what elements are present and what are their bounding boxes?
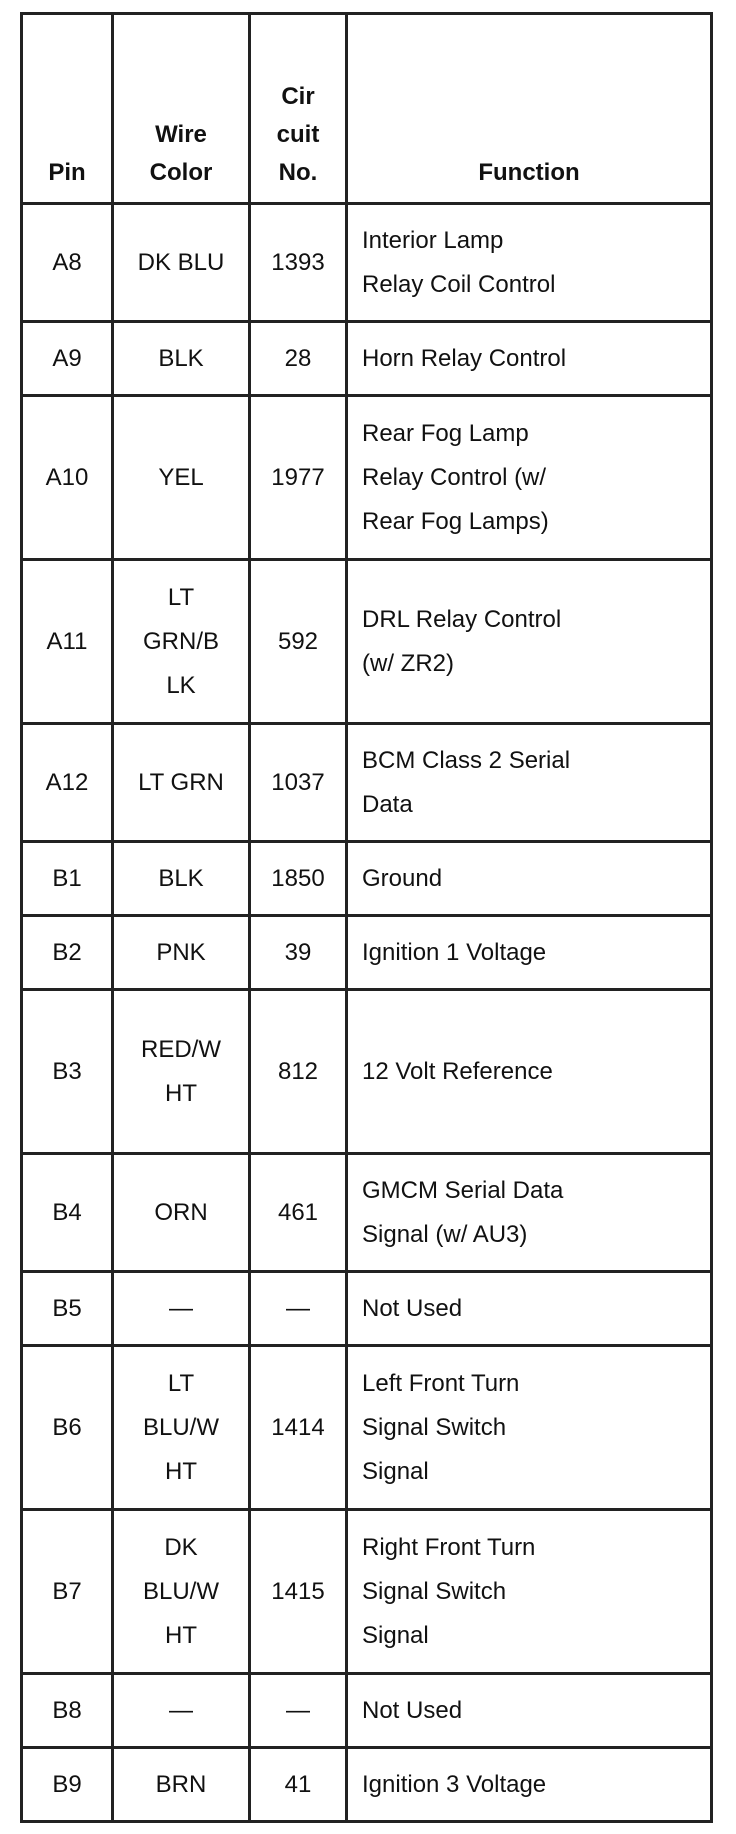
wire-color-cell: ORN <box>113 1154 250 1272</box>
function-cell: Not Used <box>347 1674 712 1748</box>
function-cell: DRL Relay Control (w/ ZR2) <box>347 560 712 724</box>
circuit-number-cell: 41 <box>250 1748 347 1822</box>
wire-color-cell: BRN <box>113 1748 250 1822</box>
function-cell: Not Used <box>347 1272 712 1346</box>
function-cell: BCM Class 2 Serial Data <box>347 724 712 842</box>
circuit-number-cell: 1415 <box>250 1510 347 1674</box>
pin-cell: B3 <box>22 990 113 1154</box>
circuit-number-cell: 812 <box>250 990 347 1154</box>
wire-color-cell: LT BLU/W HT <box>113 1346 250 1510</box>
circuit-number-cell: 28 <box>250 322 347 396</box>
table-row <box>22 560 712 724</box>
wire-color-cell: LT GRN/B LK <box>113 560 250 724</box>
function-cell: Ignition 1 Voltage <box>347 916 712 990</box>
table-row <box>22 1346 712 1510</box>
pin-cell: B2 <box>22 916 113 990</box>
table-row <box>22 1272 712 1346</box>
circuit-number-cell: 1037 <box>250 724 347 842</box>
circuit-number-cell: 1414 <box>250 1346 347 1510</box>
pin-cell: B6 <box>22 1346 113 1510</box>
table-row <box>22 990 712 1154</box>
table-row <box>22 1510 712 1674</box>
wire-color-cell: — <box>113 1674 250 1748</box>
function-cell: Left Front Turn Signal Switch Signal <box>347 1346 712 1510</box>
table-row <box>22 1748 712 1822</box>
wire-color-cell: PNK <box>113 916 250 990</box>
wire-color-cell: — <box>113 1272 250 1346</box>
function-cell: 12 Volt Reference <box>347 990 712 1154</box>
header-wire-color: Wire Color <box>113 14 250 204</box>
function-cell: Rear Fog Lamp Relay Control (w/ Rear Fog Lamps) <box>347 396 712 560</box>
table-row <box>22 396 712 560</box>
pin-cell: A11 <box>22 560 113 724</box>
header-row <box>22 14 712 204</box>
table-row <box>22 1154 712 1272</box>
circuit-number-cell: 1393 <box>250 204 347 322</box>
connector-pinout-table <box>20 12 713 1823</box>
table-row <box>22 1674 712 1748</box>
pin-cell: B4 <box>22 1154 113 1272</box>
function-cell: Horn Relay Control <box>347 322 712 396</box>
header-circuit-number: Cir cuit No. <box>250 14 347 204</box>
function-cell: Interior Lamp Relay Coil Control <box>347 204 712 322</box>
function-cell: GMCM Serial Data Signal (w/ AU3) <box>347 1154 712 1272</box>
header-function: Function <box>347 14 712 204</box>
function-cell: Ignition 3 Voltage <box>347 1748 712 1822</box>
wire-color-cell: RED/W HT <box>113 990 250 1154</box>
circuit-number-cell: 461 <box>250 1154 347 1272</box>
pin-cell: A8 <box>22 204 113 322</box>
function-cell: Ground <box>347 842 712 916</box>
circuit-number-cell: 592 <box>250 560 347 724</box>
pin-cell: A10 <box>22 396 113 560</box>
table-row <box>22 322 712 396</box>
pin-cell: A9 <box>22 322 113 396</box>
table-row <box>22 842 712 916</box>
wire-color-cell: LT GRN <box>113 724 250 842</box>
header-pin: Pin <box>22 14 113 204</box>
wire-color-cell: BLK <box>113 322 250 396</box>
circuit-number-cell: 1977 <box>250 396 347 560</box>
pin-cell: B5 <box>22 1272 113 1346</box>
table-row <box>22 724 712 842</box>
pin-cell: B7 <box>22 1510 113 1674</box>
circuit-number-cell: — <box>250 1272 347 1346</box>
pin-cell: B8 <box>22 1674 113 1748</box>
wire-color-cell: DK BLU <box>113 204 250 322</box>
circuit-number-cell: 1850 <box>250 842 347 916</box>
wire-color-cell: DK BLU/W HT <box>113 1510 250 1674</box>
circuit-number-cell: — <box>250 1674 347 1748</box>
wire-color-cell: YEL <box>113 396 250 560</box>
table-row <box>22 916 712 990</box>
circuit-number-cell: 39 <box>250 916 347 990</box>
table-row <box>22 204 712 322</box>
pin-cell: A12 <box>22 724 113 842</box>
wire-color-cell: BLK <box>113 842 250 916</box>
function-cell: Right Front Turn Signal Switch Signal <box>347 1510 712 1674</box>
pin-cell: B9 <box>22 1748 113 1822</box>
pin-cell: B1 <box>22 842 113 916</box>
